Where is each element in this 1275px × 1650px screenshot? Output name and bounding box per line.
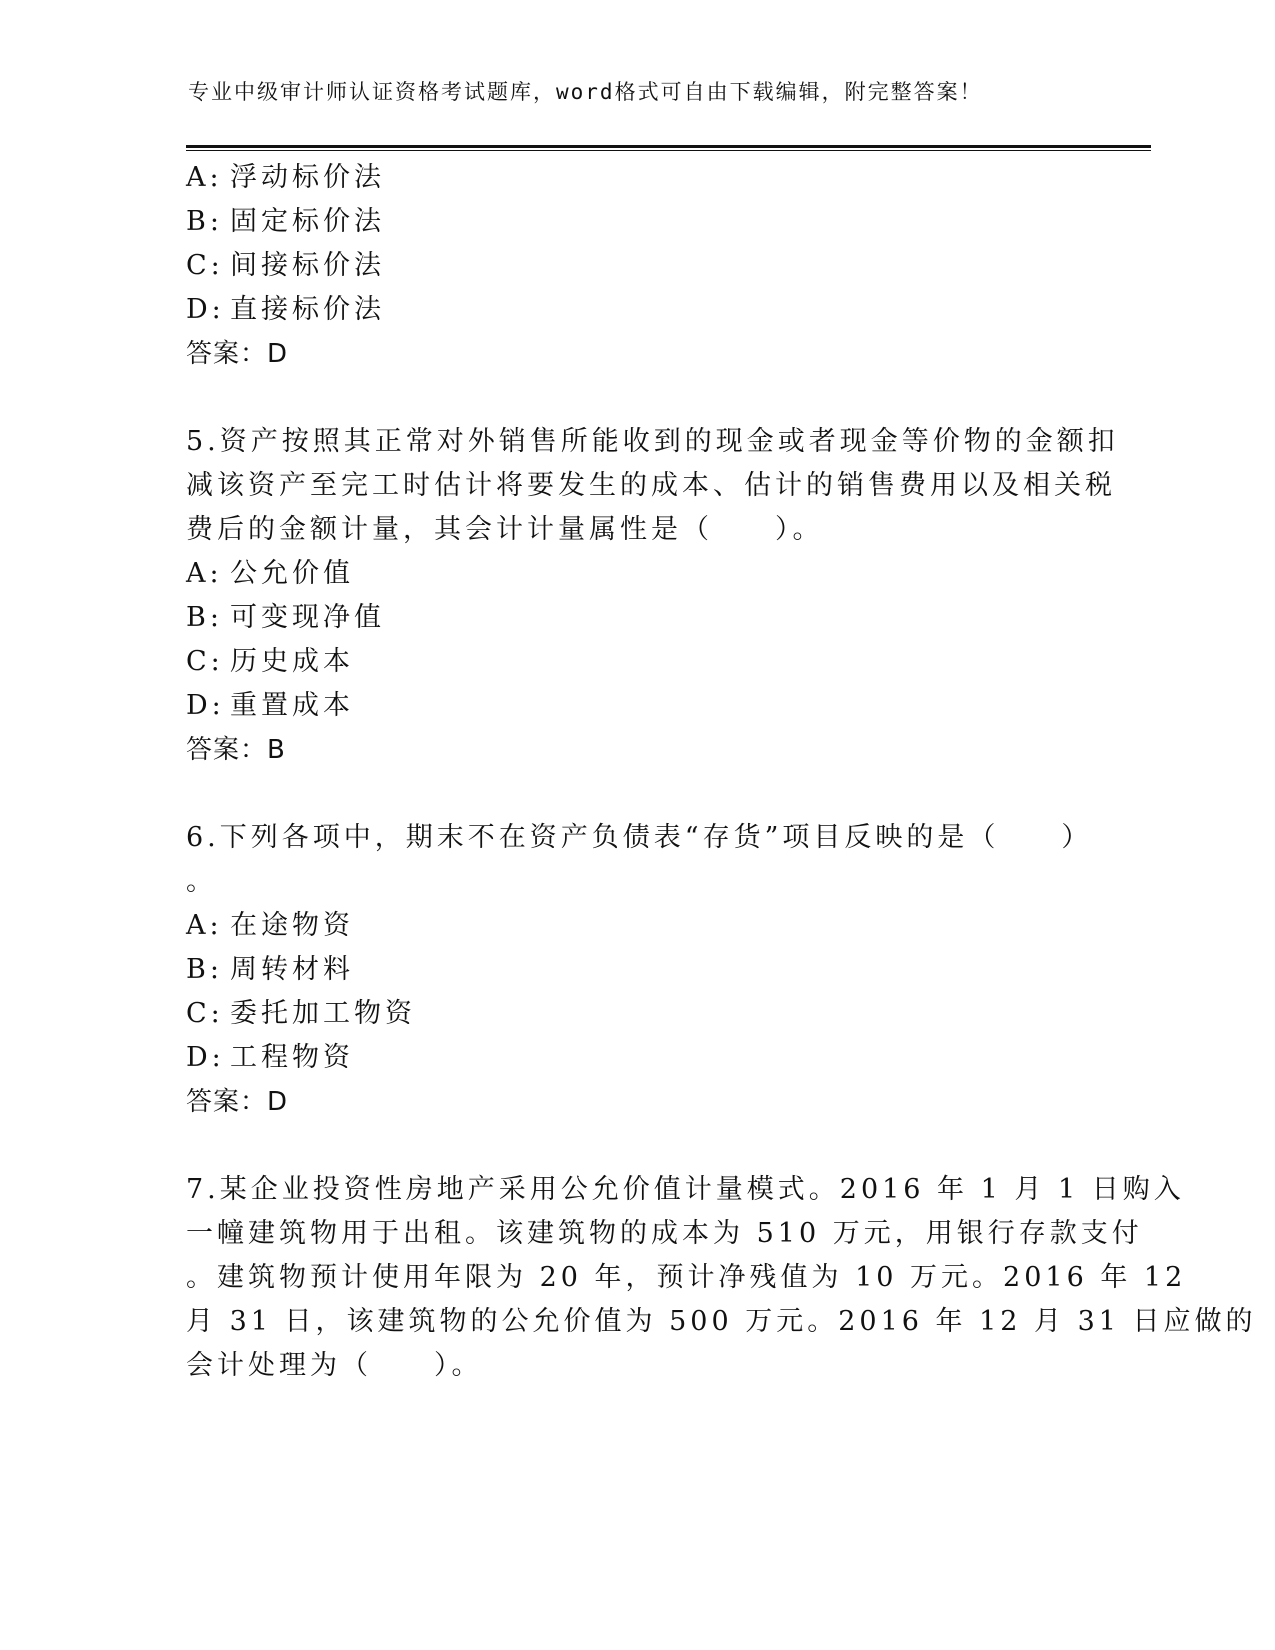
option-d: D: 直接标价法 bbox=[186, 294, 385, 325]
question-7-line-4: 月 31 日，该建筑物的公允价值为 500 万元。2016 年 12 月 31 日应做的 bbox=[186, 1306, 1257, 1337]
page-header: 专业中级审计师认证资格考试题库，word格式可自由下载编辑，附完整答案！ bbox=[188, 80, 983, 104]
option-d: D: 重置成本 bbox=[186, 690, 354, 721]
question-5-line-3: 费后的金额计量，其会计计量属性是（ ）。 bbox=[186, 514, 824, 545]
answer: 答案：B bbox=[186, 735, 286, 765]
option-a: A: 浮动标价法 bbox=[186, 162, 385, 193]
question-7-line-1: 7.某企业投资性房地产采用公允价值计量模式。2016 年 1 月 1 日购入 bbox=[186, 1174, 1185, 1205]
question-5-line-1: 5.资产按照其正常对外销售所能收到的现金或者现金等价物的金额扣 bbox=[186, 426, 1119, 457]
option-a: A: 公允价值 bbox=[186, 558, 354, 589]
header-rule-thin bbox=[186, 150, 1151, 151]
option-c: C: 历史成本 bbox=[186, 646, 354, 677]
question-6-line-1: 6.下列各项中，期末不在资产负债表“存货”项目反映的是（ ） bbox=[186, 822, 1093, 853]
option-b: B: 周转材料 bbox=[186, 954, 354, 985]
question-6-line-2: 。 bbox=[186, 866, 217, 897]
option-c: C: 委托加工物资 bbox=[186, 998, 416, 1029]
option-a: A: 在途物资 bbox=[186, 910, 354, 941]
question-7-line-2: 一幢建筑物用于出租。该建筑物的成本为 510 万元，用银行存款支付 bbox=[186, 1218, 1143, 1249]
option-c: C: 间接标价法 bbox=[186, 250, 385, 281]
option-b: B: 固定标价法 bbox=[186, 206, 385, 237]
header-rule bbox=[186, 145, 1151, 148]
question-7-line-3: 。建筑物预计使用年限为 20 年，预计净残值为 10 万元。2016 年 12 bbox=[186, 1262, 1187, 1293]
option-d: D: 工程物资 bbox=[186, 1042, 354, 1073]
option-b: B: 可变现净值 bbox=[186, 602, 385, 633]
question-5-line-2: 减该资产至完工时估计将要发生的成本、估计的销售费用以及相关税 bbox=[186, 470, 1116, 501]
answer: 答案：D bbox=[186, 1087, 289, 1117]
question-7-line-5: 会计处理为（ ）。 bbox=[186, 1350, 483, 1381]
answer: 答案：D bbox=[186, 339, 289, 369]
